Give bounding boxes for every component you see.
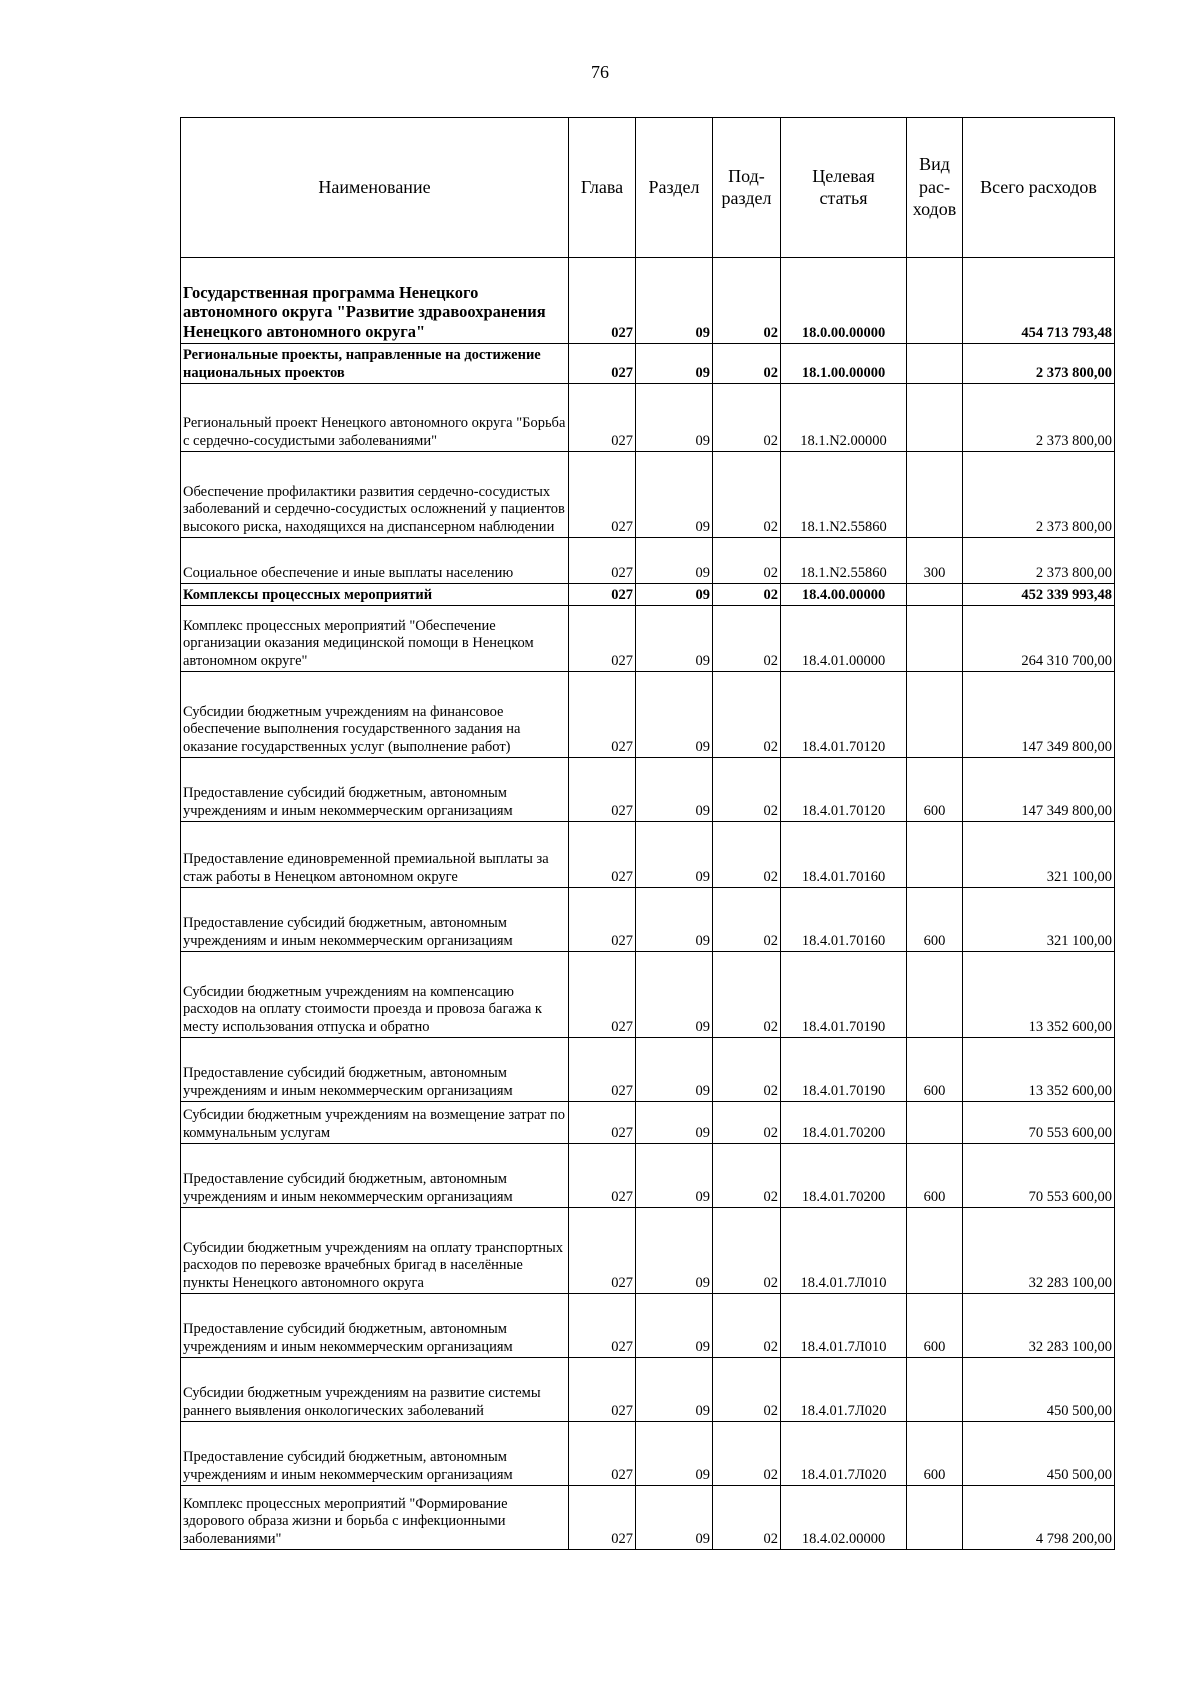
row-name: Субсидии бюджетным учреждениям на финансовое обеспечение выполнения государственного задания на оказание государственных услуг (выполнение работ) (181, 672, 569, 758)
row-name: Предоставление субсидий бюджетным, автономным учреждениям и иным некоммерческим организациям (181, 1422, 569, 1486)
row-statya: 18.4.01.70190 (781, 952, 907, 1038)
row-vid: 600 (907, 1038, 963, 1102)
row-vid (907, 584, 963, 606)
table-row (181, 538, 1115, 584)
row-podrazdel: 02 (713, 1038, 781, 1102)
row-glava: 027 (569, 538, 636, 584)
header-razdel: Раздел (636, 118, 713, 258)
row-name: Субсидии бюджетным учреждениям на возмещение затрат по коммунальным услугам (181, 1102, 569, 1144)
row-statya: 18.4.01.70160 (781, 888, 907, 952)
header-glava: Глава (569, 118, 636, 258)
row-glava: 027 (569, 822, 636, 888)
row-name: Предоставление единовременной премиальной выплаты за стаж работы в Ненецком автономном округе (181, 822, 569, 888)
table-row (181, 1102, 1115, 1144)
row-statya: 18.4.01.70200 (781, 1102, 907, 1144)
row-glava: 027 (569, 258, 636, 344)
header-statya: Целевая статья (781, 118, 907, 258)
row-statya: 18.1.N2.55860 (781, 452, 907, 538)
row-name: Обеспечение профилактики развития сердечно-сосудистых заболеваний и сердечно-сосудистых осложнений у пациентов высокого риска, находящихся на диспансерном наблюдении (181, 452, 569, 538)
row-vid (907, 672, 963, 758)
row-podrazdel: 02 (713, 344, 781, 384)
row-glava: 027 (569, 344, 636, 384)
row-podrazdel: 02 (713, 1486, 781, 1550)
table-row (181, 1038, 1115, 1102)
row-razdel: 09 (636, 584, 713, 606)
row-vid (907, 1486, 963, 1550)
row-name: Предоставление субсидий бюджетным, автономным учреждениям и иным некоммерческим организациям (181, 1144, 569, 1208)
row-name: Региональные проекты, направленные на достижение национальных проектов (181, 344, 569, 384)
row-total: 13 352 600,00 (963, 1038, 1115, 1102)
row-podrazdel: 02 (713, 888, 781, 952)
header-vid: Вид рас- ходов (907, 118, 963, 258)
row-razdel: 09 (636, 672, 713, 758)
row-glava: 027 (569, 452, 636, 538)
row-glava: 027 (569, 584, 636, 606)
row-total: 2 373 800,00 (963, 538, 1115, 584)
row-glava: 027 (569, 1102, 636, 1144)
row-statya: 18.4.01.7Л010 (781, 1208, 907, 1294)
row-podrazdel: 02 (713, 258, 781, 344)
row-podrazdel: 02 (713, 952, 781, 1038)
table-row (181, 344, 1115, 384)
row-razdel: 09 (636, 452, 713, 538)
row-podrazdel: 02 (713, 822, 781, 888)
table-row (181, 1294, 1115, 1358)
row-total: 13 352 600,00 (963, 952, 1115, 1038)
row-glava: 027 (569, 384, 636, 452)
row-statya: 18.0.00.00000 (781, 258, 907, 344)
table-row (181, 1422, 1115, 1486)
row-vid (907, 1358, 963, 1422)
row-razdel: 09 (636, 258, 713, 344)
row-total: 32 283 100,00 (963, 1294, 1115, 1358)
row-name: Предоставление субсидий бюджетным, автономным учреждениям и иным некоммерческим организациям (181, 1294, 569, 1358)
row-vid: 600 (907, 1144, 963, 1208)
row-name: Комплекс процессных мероприятий "Обеспечение организации оказания медицинской помощи в Ненецком автономном округе" (181, 606, 569, 672)
row-razdel: 09 (636, 1144, 713, 1208)
row-razdel: 09 (636, 344, 713, 384)
header-podrazdel: Под- раздел (713, 118, 781, 258)
row-razdel: 09 (636, 1038, 713, 1102)
table-row (181, 822, 1115, 888)
row-vid (907, 452, 963, 538)
table-row (181, 952, 1115, 1038)
row-vid (907, 258, 963, 344)
row-razdel: 09 (636, 952, 713, 1038)
row-podrazdel: 02 (713, 1358, 781, 1422)
row-total: 450 500,00 (963, 1422, 1115, 1486)
row-total: 32 283 100,00 (963, 1208, 1115, 1294)
page-number: 76 (591, 62, 609, 82)
row-podrazdel: 02 (713, 452, 781, 538)
row-vid: 600 (907, 1294, 963, 1358)
row-podrazdel: 02 (713, 538, 781, 584)
row-statya: 18.4.00.00000 (781, 584, 907, 606)
row-podrazdel: 02 (713, 606, 781, 672)
table-row (181, 1208, 1115, 1294)
row-name: Социальное обеспечение и иные выплаты населению (181, 538, 569, 584)
table-row (181, 888, 1115, 952)
row-podrazdel: 02 (713, 1294, 781, 1358)
table-row (181, 584, 1115, 606)
row-vid (907, 1208, 963, 1294)
row-podrazdel: 02 (713, 672, 781, 758)
row-name: Предоставление субсидий бюджетным, автономным учреждениям и иным некоммерческим организациям (181, 758, 569, 822)
row-statya: 18.1.00.00000 (781, 344, 907, 384)
row-statya: 18.1.N2.00000 (781, 384, 907, 452)
row-razdel: 09 (636, 822, 713, 888)
row-name: Комплекс процессных мероприятий "Формирование здорового образа жизни и борьба с инфекционными заболеваниями" (181, 1486, 569, 1550)
row-vid (907, 822, 963, 888)
row-glava: 027 (569, 672, 636, 758)
table-row (181, 758, 1115, 822)
table-row (181, 1144, 1115, 1208)
row-total: 452 339 993,48 (963, 584, 1115, 606)
row-glava: 027 (569, 1144, 636, 1208)
row-glava: 027 (569, 606, 636, 672)
table-row (181, 672, 1115, 758)
row-razdel: 09 (636, 1102, 713, 1144)
row-glava: 027 (569, 888, 636, 952)
table-row (181, 384, 1115, 452)
table-row (181, 1486, 1115, 1550)
table-row (181, 452, 1115, 538)
row-total: 147 349 800,00 (963, 758, 1115, 822)
row-total: 70 553 600,00 (963, 1144, 1115, 1208)
row-name: Субсидии бюджетным учреждениям на развитие системы раннего выявления онкологических заболеваний (181, 1358, 569, 1422)
row-glava: 027 (569, 758, 636, 822)
row-vid (907, 344, 963, 384)
row-statya: 18.1.N2.55860 (781, 538, 907, 584)
row-total: 264 310 700,00 (963, 606, 1115, 672)
header-name: Наименование (181, 118, 569, 258)
row-vid (907, 606, 963, 672)
row-name: Предоставление субсидий бюджетным, автономным учреждениям и иным некоммерческим организациям (181, 1038, 569, 1102)
row-razdel: 09 (636, 1208, 713, 1294)
row-vid: 600 (907, 888, 963, 952)
row-podrazdel: 02 (713, 758, 781, 822)
row-name: Субсидии бюджетным учреждениям на компенсацию расходов на оплату стоимости проезда и провоза багажа к месту использования отпуска и обратно (181, 952, 569, 1038)
header-total: Всего расходов (963, 118, 1115, 258)
row-statya: 18.4.01.70190 (781, 1038, 907, 1102)
row-total: 70 553 600,00 (963, 1102, 1115, 1144)
row-statya: 18.4.02.00000 (781, 1486, 907, 1550)
row-razdel: 09 (636, 1486, 713, 1550)
row-total: 2 373 800,00 (963, 452, 1115, 538)
row-podrazdel: 02 (713, 584, 781, 606)
row-statya: 18.4.01.7Л020 (781, 1358, 907, 1422)
table-row (181, 258, 1115, 344)
row-glava: 027 (569, 1422, 636, 1486)
row-vid (907, 1102, 963, 1144)
row-podrazdel: 02 (713, 1102, 781, 1144)
table-header-row (181, 118, 1115, 258)
row-razdel: 09 (636, 606, 713, 672)
row-glava: 027 (569, 1486, 636, 1550)
row-total: 454 713 793,48 (963, 258, 1115, 344)
row-glava: 027 (569, 952, 636, 1038)
row-total: 4 798 200,00 (963, 1486, 1115, 1550)
row-razdel: 09 (636, 888, 713, 952)
row-vid: 300 (907, 538, 963, 584)
row-name: Предоставление субсидий бюджетным, автономным учреждениям и иным некоммерческим организациям (181, 888, 569, 952)
row-name: Государственная программа Ненецкого автономного округа "Развитие здравоохранения Ненецкого автономного округа" (181, 258, 569, 344)
row-razdel: 09 (636, 1358, 713, 1422)
row-statya: 18.4.01.7Л010 (781, 1294, 907, 1358)
row-total: 2 373 800,00 (963, 384, 1115, 452)
row-name: Субсидии бюджетным учреждениям на оплату транспортных расходов по перевозке врачебных бригад в населённые пункты Ненецкого автономного округа (181, 1208, 569, 1294)
row-podrazdel: 02 (713, 384, 781, 452)
row-total: 2 373 800,00 (963, 344, 1115, 384)
row-total: 450 500,00 (963, 1358, 1115, 1422)
row-vid: 600 (907, 758, 963, 822)
budget-table (180, 117, 1115, 1550)
row-glava: 027 (569, 1358, 636, 1422)
row-vid (907, 384, 963, 452)
row-total: 321 100,00 (963, 888, 1115, 952)
row-podrazdel: 02 (713, 1208, 781, 1294)
row-razdel: 09 (636, 758, 713, 822)
row-statya: 18.4.01.70160 (781, 822, 907, 888)
row-glava: 027 (569, 1208, 636, 1294)
row-total: 147 349 800,00 (963, 672, 1115, 758)
row-statya: 18.4.01.70200 (781, 1144, 907, 1208)
row-name: Комплексы процессных мероприятий (181, 584, 569, 606)
row-name: Региональный проект Ненецкого автономного округа "Борьба с сердечно-сосудистыми заболеваниями" (181, 384, 569, 452)
row-razdel: 09 (636, 538, 713, 584)
row-vid: 600 (907, 1422, 963, 1486)
table-row (181, 1358, 1115, 1422)
row-glava: 027 (569, 1038, 636, 1102)
row-razdel: 09 (636, 1422, 713, 1486)
row-razdel: 09 (636, 384, 713, 452)
row-total: 321 100,00 (963, 822, 1115, 888)
row-statya: 18.4.01.00000 (781, 606, 907, 672)
row-podrazdel: 02 (713, 1144, 781, 1208)
row-statya: 18.4.01.70120 (781, 758, 907, 822)
row-glava: 027 (569, 1294, 636, 1358)
row-statya: 18.4.01.7Л020 (781, 1422, 907, 1486)
row-podrazdel: 02 (713, 1422, 781, 1486)
row-vid (907, 952, 963, 1038)
row-statya: 18.4.01.70120 (781, 672, 907, 758)
row-razdel: 09 (636, 1294, 713, 1358)
table-row (181, 606, 1115, 672)
